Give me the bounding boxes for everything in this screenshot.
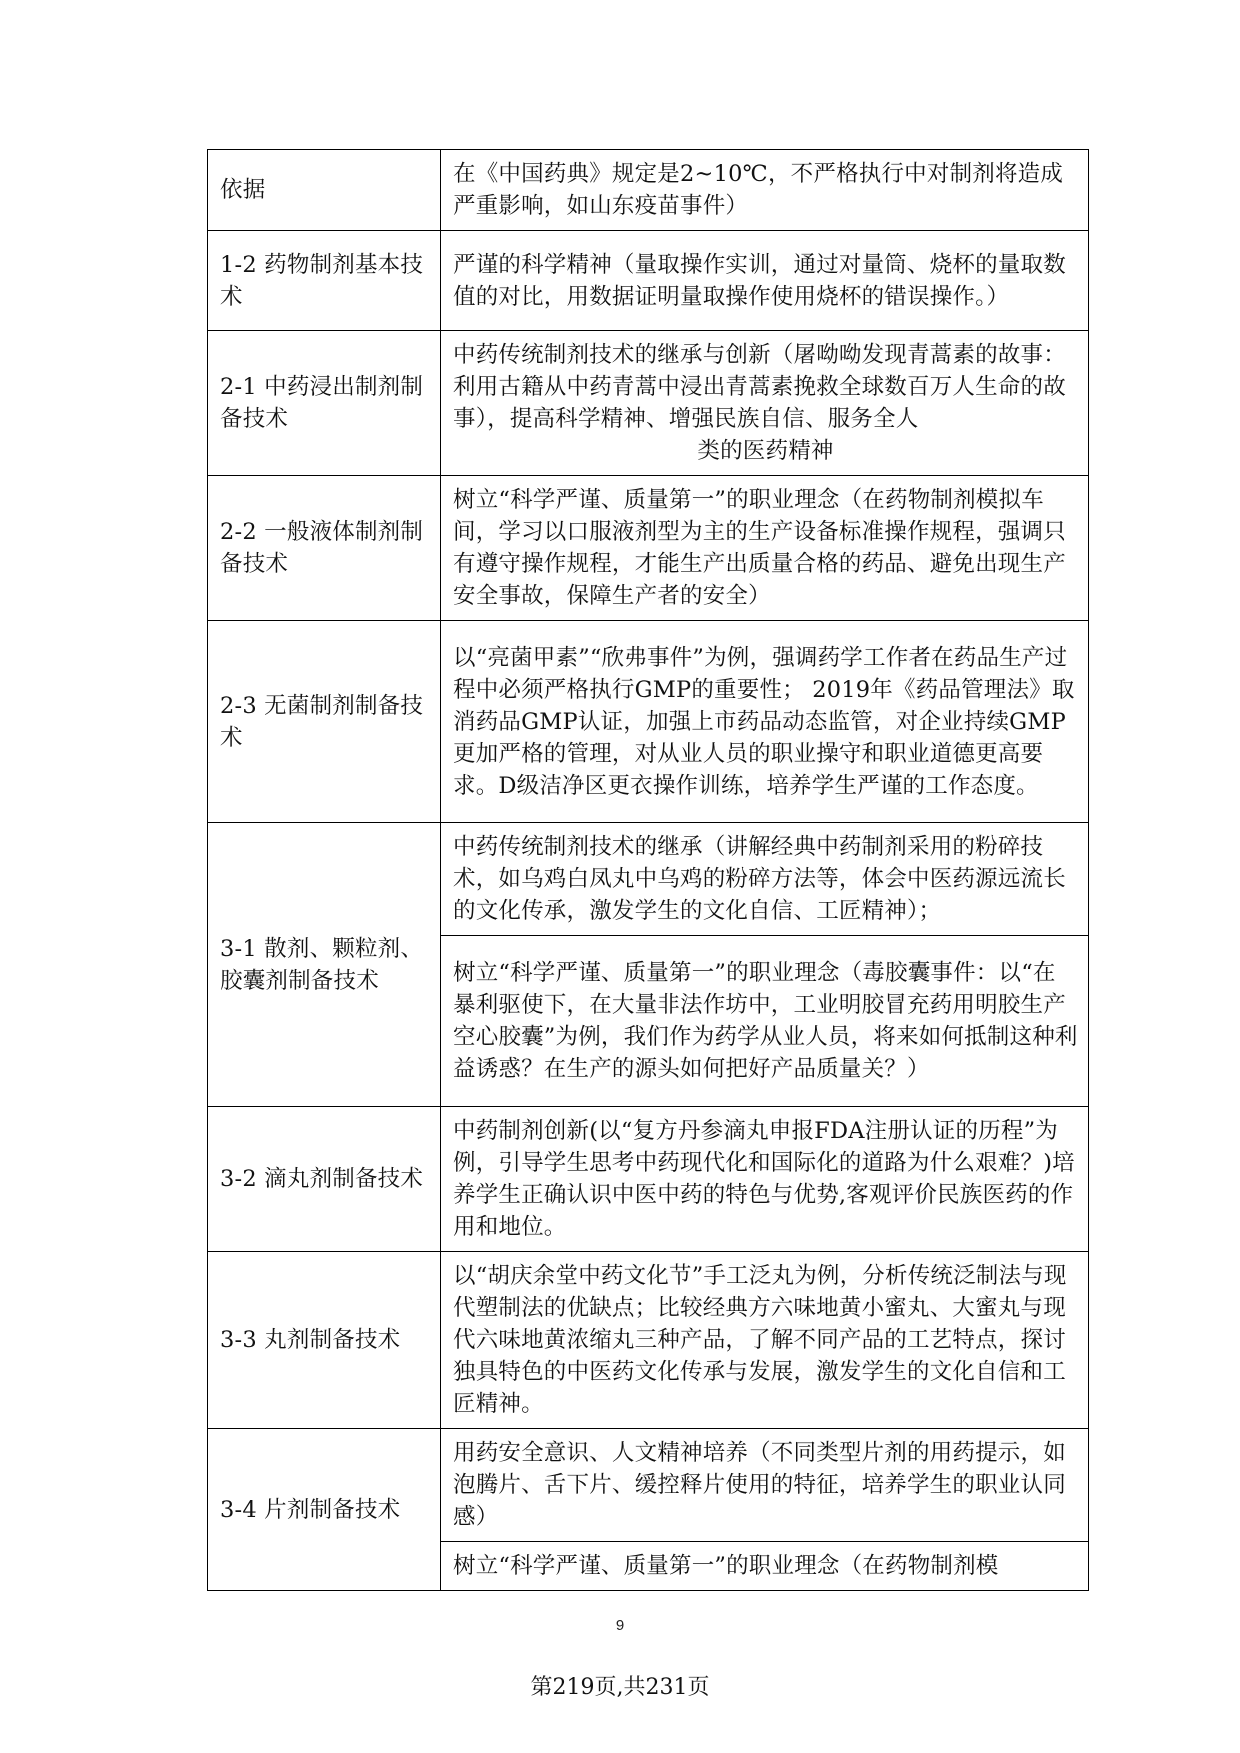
topic-cell: 2-2 一般液体制剂制备技术	[208, 476, 441, 621]
content-cell: 树立“科学严谨、质量第一”的职业理念（毒胶囊事件：以“在暴利驱使下，在大量非法作坊中，工业明胶冒充药用明胶生产空心胶囊”为例，我们作为药学从业人员，将来如何抵制这种利益诱惑？在生产的源头如何把好产品质量关？）	[441, 936, 1089, 1107]
table-row	[208, 476, 1089, 621]
table-row	[208, 150, 1089, 231]
content-text-centered: 类的医药精神	[697, 438, 834, 464]
page-footer: 第219页,共231页	[530, 1675, 710, 1700]
topic-cell: 3-4 片剂制备技术	[208, 1429, 441, 1591]
content-cell: 中药传统制剂技术的继承（讲解经典中药制剂采用的粉碎技术，如乌鸡白凤丸中乌鸡的粉碎方法等，体会中医药源远流长的文化传承，激发学生的文化自信、工匠精神）；	[441, 823, 1089, 936]
content-cell: 用药安全意识、人文精神培养（不同类型片剂的用药提示，如泡腾片、舌下片、缓控释片使用的特征，培养学生的职业认同感）	[441, 1429, 1089, 1542]
content-cell: 以“亮菌甲素”“欣弗事件”为例，强调药学工作者在药品生产过程中必须严格执行GMP的重要性； 2019年《药品管理法》取消药品GMP认证，加强上市药品动态监管，对企业持续GMP更加严格的管理，对从业人员的职业操守和职业道德更高要求。D级洁净区更衣操作训练，培养学生严谨的工作态度。	[441, 621, 1089, 823]
table-row	[208, 231, 1089, 331]
topic-cell: 3-1 散剂、颗粒剂、胶囊剂制备技术	[208, 823, 441, 1107]
table-row	[208, 621, 1089, 823]
topic-cell: 1-2 药物制剂基本技术	[208, 231, 441, 331]
table-row	[208, 1429, 1089, 1542]
topic-cell: 3-2 滴丸剂制备技术	[208, 1107, 441, 1252]
content-cell: 中药制剂创新(以“复方丹参滴丸申报FDA注册认证的历程”为例，引导学生思考中药现代化和国际化的道路为什么艰难？)培养学生正确认识中医中药的特色与优势,客观评价民族医药的作用和地位。	[441, 1107, 1089, 1252]
content-text: 中药传统制剂技术的继承与创新（屠呦呦发现青蒿素的故事：利用古籍从中药青蒿中浸出青蒿素挽救全球数百万人生命的故事），提高科学精神、增强民族自信、服务全人	[453, 342, 1066, 432]
content-cell: 树立“科学严谨、质量第一”的职业理念（在药物制剂模拟车间，学习以口服液剂型为主的生产设备标准操作规程，强调只有遵守操作规程，才能生产出质量合格的药品、避免出现生产安全事故，保障生产者的安全）	[441, 476, 1089, 621]
content-cell: 树立“科学严谨、质量第一”的职业理念（在药物制剂模	[441, 1542, 1089, 1591]
content-cell: 以“胡庆余堂中药文化节”手工泛丸为例，分析传统泛制法与现代塑制法的优缺点；比较经典方六味地黄小蜜丸、大蜜丸与现代六味地黄浓缩丸三种产品，了解不同产品的工艺特点，探讨独具特色的中医药文化传承与发展，激发学生的文化自信和工匠精神。	[441, 1252, 1089, 1429]
table-row	[208, 1107, 1089, 1252]
table-row	[208, 331, 1089, 476]
table-row	[208, 823, 1089, 936]
topic-cell: 3-3 丸剂制备技术	[208, 1252, 441, 1429]
page-number: 9	[615, 1617, 625, 1634]
content-cell	[441, 331, 1089, 476]
content-cell: 严谨的科学精神（量取操作实训，通过对量筒、烧杯的量取数值的对比，用数据证明量取操作使用烧杯的错误操作。）	[441, 231, 1089, 331]
topic-cell: 依据	[208, 150, 441, 231]
topic-cell: 2-3 无菌制剂制备技术	[208, 621, 441, 823]
table-row	[208, 1252, 1089, 1429]
topic-cell: 2-1 中药浸出制剂制备技术	[208, 331, 441, 476]
curriculum-table	[207, 149, 1089, 1591]
content-cell: 在《中国药典》规定是2~10℃，不严格执行中对制剂将造成严重影响，如山东疫苗事件）	[441, 150, 1089, 231]
